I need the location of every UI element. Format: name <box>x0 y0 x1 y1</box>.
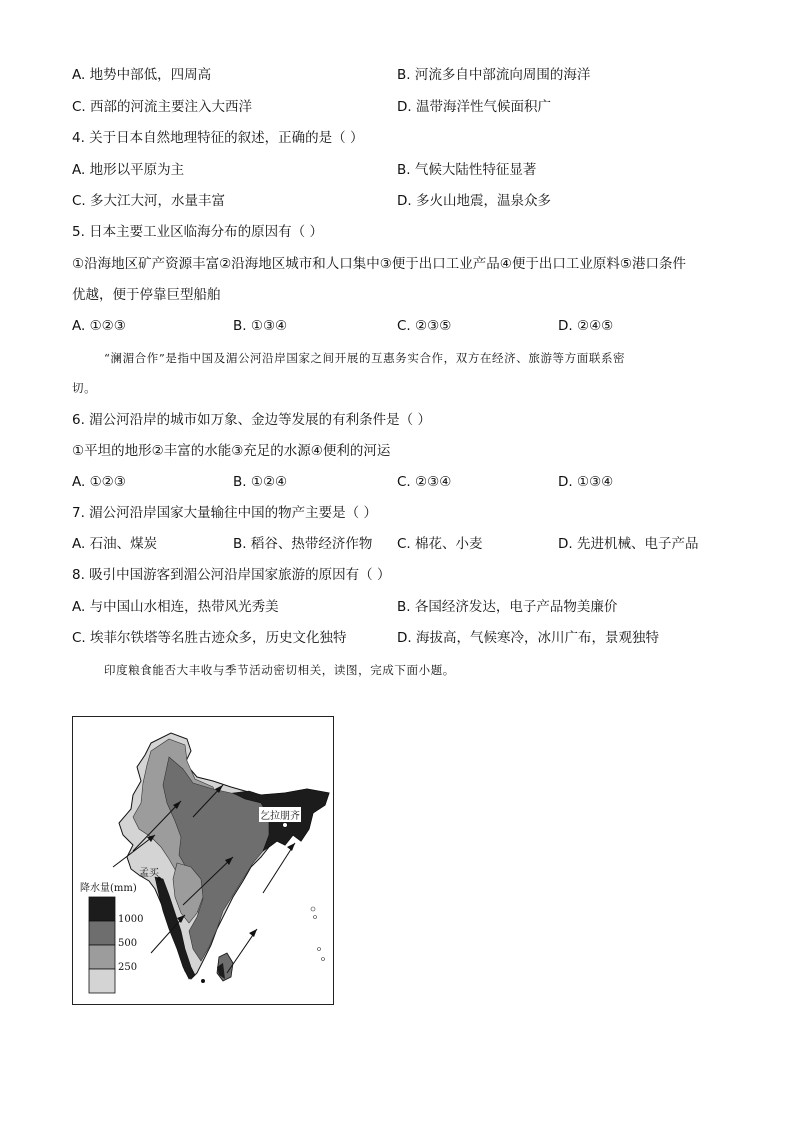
q8-option-b: B. 各国经济发达，电子产品物美廉价 <box>397 599 618 615</box>
q7-option-b: B. 稻谷、热带经济作物 <box>233 536 373 552</box>
q4-option-a: A. 地形以平原为主 <box>72 162 185 178</box>
arrow-head <box>287 843 295 851</box>
island-dot <box>314 916 317 919</box>
q5-option-c: C. ②③⑤ <box>397 318 452 334</box>
q6-option-a: A. ①②③ <box>72 474 126 490</box>
legend-swatch-500-1000 <box>89 921 115 945</box>
q5-option-a: A. ①②③ <box>72 318 126 334</box>
island-dot <box>322 958 325 961</box>
q8-stem: 8. 吸引中国游客到湄公河沿岸国家旅游的原因有（ ） <box>72 567 391 583</box>
q8-option-d: D. 海拔高，气候寒冷，冰川广布，景观独特 <box>397 630 659 646</box>
q7-option-a: A. 石油、煤炭 <box>72 536 158 552</box>
passage-lancang-mekong-cont: 切。 <box>72 381 97 395</box>
q5-conditions-line2: 优越，便于停靠巨型船舶 <box>72 287 221 303</box>
island-dot <box>318 948 321 951</box>
passage-lancang-mekong: “澜湄合作”是指中国及湄公河沿岸国家之间开展的互惠务实合作，双方在经济、旅游等方面联系密 <box>104 351 626 365</box>
label-mumbai: 孟买 <box>139 868 159 879</box>
legend-swatch-250-500 <box>89 945 115 969</box>
q3-option-a: A. 地势中部低，四周高 <box>72 67 212 83</box>
island-dot <box>311 907 315 911</box>
legend-swatch-over-1000 <box>89 897 115 921</box>
legend-title: 降水量(mm) <box>80 883 137 894</box>
q6-option-d: D. ①③④ <box>558 474 614 490</box>
q7-option-d: D. 先进机械、电子产品 <box>558 536 699 552</box>
map-graphic <box>73 717 335 1006</box>
q3-option-d: D. 温带海洋性气候面积广 <box>397 99 551 115</box>
legend-value-250: 250 <box>118 962 138 973</box>
legend-value-1000: 1000 <box>118 914 144 925</box>
india-precipitation-map <box>72 716 334 1005</box>
q4-option-d: D. 多火山地震，温泉众多 <box>397 193 551 209</box>
q4-stem: 4. 关于日本自然地理特征的叙述，正确的是（ ） <box>72 130 364 146</box>
q6-option-c: C. ②③④ <box>397 474 452 490</box>
arrow-line <box>263 843 295 893</box>
arrow-head <box>249 929 257 937</box>
legend-swatch-under-250 <box>89 969 115 993</box>
q3-option-b: B. 河流多自中部流向周围的海洋 <box>397 67 591 83</box>
q6-stem: 6. 湄公河沿岸的城市如万象、金边等发展的有利条件是（ ） <box>72 412 431 428</box>
q3-option-c: C. 西部的河流主要注入大西洋 <box>72 99 253 115</box>
q5-stem: 5. 日本主要工业区临海分布的原因有（ ） <box>72 224 323 240</box>
passage-india-monsoon: 印度粮食能否大丰收与季节活动密切相关，读图，完成下面小题。 <box>104 663 455 677</box>
q8-option-a: A. 与中国山水相连，热带风光秀美 <box>72 599 279 615</box>
legend-value-500: 500 <box>118 938 138 949</box>
q5-option-b: B. ①③④ <box>233 318 288 334</box>
q7-stem: 7. 湄公河沿岸国家大量输往中国的物产主要是（ ） <box>72 505 377 521</box>
q4-option-c: C. 多大江大河，水量丰富 <box>72 193 226 209</box>
q6-conditions: ①平坦的地形②丰富的水能③充足的水源④便利的河运 <box>72 443 391 459</box>
label-cherrapunji: 乞拉朋齐 <box>259 807 301 822</box>
q6-option-b: B. ①②④ <box>233 474 288 490</box>
q5-option-d: D. ②④⑤ <box>558 318 614 334</box>
city-marker-cherrapunji <box>283 823 288 828</box>
q5-conditions-line1: ①沿海地区矿产资源丰富②沿海地区城市和人口集中③便于出口工业产品④便于出口工业原料⑤港口条件 <box>72 256 687 272</box>
q8-option-c: C. 埃菲尔铁塔等名胜古迹众多，历史文化独特 <box>72 630 347 646</box>
q4-option-b: B. 气候大陆性特征显著 <box>397 162 537 178</box>
q7-option-c: C. 棉花、小麦 <box>397 536 483 552</box>
city-marker-south <box>201 979 205 983</box>
